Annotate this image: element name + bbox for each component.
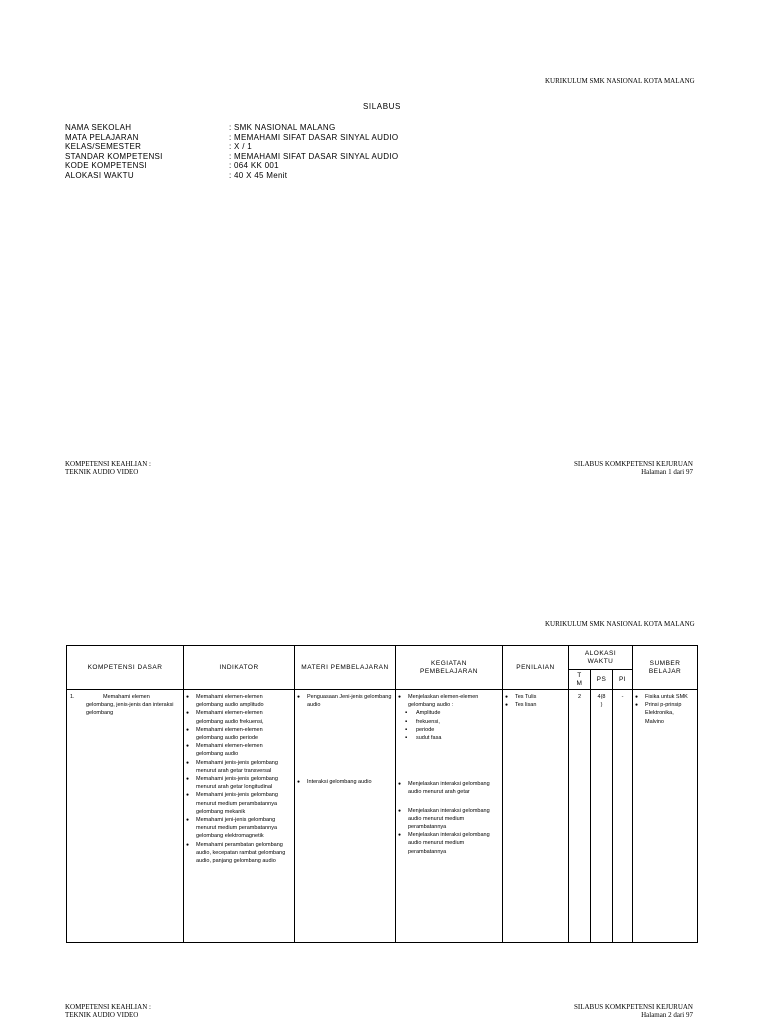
kegiatan-subitem: ▪ sudut fasa bbox=[396, 734, 499, 742]
col-indikator: INDIKATOR bbox=[184, 646, 295, 690]
indikator-item: ● Memahami elemen-elemen gelombang audio bbox=[184, 742, 291, 758]
cell-materi bbox=[295, 690, 396, 943]
page1-footer-right bbox=[520, 460, 693, 476]
sumber-item: ● Fisika untuk SMK bbox=[633, 693, 694, 701]
kompetensi-text: Memahami elemen bbox=[103, 694, 150, 700]
tm-value: 2 bbox=[577, 694, 582, 700]
indikator-item: ● Memahami elemen-elemen gelombang audio amplitudo bbox=[184, 693, 291, 709]
info-label: KELAS/SEMESTER bbox=[65, 142, 142, 151]
indikator-item: ● Memahami perambatan gelombang audio, kecepatan rambat gelombang audio, panjang gelombang audio bbox=[184, 841, 291, 866]
indikator-item: ● Memahami jenis-jenis gelombang menurut medium perambatannya gelombang mekanik bbox=[184, 791, 291, 816]
indikator-item: ● Memahami jenis-jenis gelombang menurut arah getar transversal bbox=[184, 759, 291, 775]
info-row bbox=[65, 161, 398, 171]
page2-footer-left bbox=[65, 1003, 151, 1019]
info-label: NAMA SEKOLAH bbox=[65, 123, 132, 132]
info-row bbox=[65, 171, 398, 181]
header-text: SUMBER bbox=[649, 659, 681, 667]
cell-ps bbox=[591, 690, 613, 943]
page2-header: KURIKULUM SMK NASIONAL KOTA MALANG bbox=[545, 620, 695, 628]
info-value: : X / 1 bbox=[229, 142, 252, 151]
page1-header: KURIKULUM SMK NASIONAL KOTA MALANG bbox=[545, 77, 695, 85]
pi-value: - bbox=[621, 694, 624, 700]
col-ps: PS bbox=[591, 670, 613, 690]
kegiatan-item: ● Menjelaskan elemen-elemen gelombang audio : bbox=[396, 693, 499, 709]
cell-tm bbox=[569, 690, 591, 943]
materi-item: ● Penguasaan Jeni-jenis gelombang audio bbox=[295, 693, 392, 709]
info-row bbox=[65, 123, 398, 133]
table-header-row bbox=[67, 646, 698, 670]
info-label: ALOKASI WAKTU bbox=[65, 170, 134, 180]
info-label: MATA PELAJARAN bbox=[65, 132, 139, 142]
kegiatan-subitem: ▪ Amplitude bbox=[396, 709, 499, 717]
footer-text: TEKNIK AUDIO VIDEO bbox=[65, 468, 139, 476]
cell-penilaian bbox=[503, 690, 569, 943]
sumber-item: ● Prinsi p-prinsip Elektronika, Malvino bbox=[633, 701, 694, 726]
page1-title: SILABUS bbox=[363, 102, 401, 111]
page-number: Halaman 2 dari 97 bbox=[641, 1011, 693, 1019]
syllabus-info bbox=[65, 123, 398, 180]
header-text: ALOKASI bbox=[584, 649, 617, 657]
page2-footer-right bbox=[520, 1003, 693, 1019]
footer-text: KOMPETENSI KEAHLIAN : bbox=[65, 1003, 151, 1011]
page-number: Halaman 1 dari 97 bbox=[641, 468, 693, 476]
footer-text: SILABUS KOMKPETENSI KEJURUAN bbox=[573, 460, 693, 468]
col-pi: PI bbox=[613, 670, 633, 690]
info-value: : 40 X 45 Menit bbox=[229, 170, 288, 180]
syllabus-table bbox=[66, 645, 698, 943]
cell-indikator bbox=[184, 690, 295, 943]
col-alokasi-waktu bbox=[569, 646, 633, 670]
kegiatan-subitem: ▪ periode bbox=[396, 726, 499, 734]
cell-pi bbox=[613, 690, 633, 943]
info-row bbox=[65, 133, 398, 143]
header-text: M bbox=[576, 679, 583, 687]
item-number: 1. bbox=[70, 694, 75, 700]
col-materi: MATERI PEMBELAJARAN bbox=[295, 646, 396, 690]
penilaian-item: ● Tes Tulis bbox=[503, 693, 568, 701]
info-value: : 064 KK 001 bbox=[229, 161, 279, 170]
info-label: STANDAR KOMPETENSI bbox=[65, 151, 163, 161]
table-row bbox=[67, 690, 698, 943]
info-label: KODE KOMPETENSI bbox=[65, 161, 147, 170]
indikator-item: ● Memahami elemen-elemen gelombang audio periode bbox=[184, 726, 291, 742]
info-value: : MEMAHAMI SIFAT DASAR SINYAL AUDIO bbox=[229, 132, 399, 142]
header-text: KEGIATAN bbox=[431, 659, 467, 667]
col-kegiatan bbox=[396, 646, 503, 690]
footer-text: SILABUS KOMKPETENSI KEJURUAN bbox=[573, 1003, 693, 1011]
indikator-item: ● Memahami jeni-jenis gelombang menurut medium perambatannya gelombang elektromagnetik bbox=[184, 816, 291, 841]
ps-value: ) bbox=[600, 702, 603, 709]
page1-footer-left bbox=[65, 460, 151, 476]
info-value: : MEMAHAMI SIFAT DASAR SINYAL AUDIO bbox=[229, 151, 399, 161]
col-kompetensi-dasar: KOMPETENSI DASAR bbox=[67, 646, 184, 690]
kegiatan-subitem: ▪ frekuensi, bbox=[396, 718, 499, 726]
col-penilaian: PENILAIAN bbox=[503, 646, 569, 690]
footer-text: TEKNIK AUDIO VIDEO bbox=[65, 1011, 139, 1019]
penilaian-item: ● Tes lisan bbox=[503, 701, 568, 709]
cell-kegiatan bbox=[396, 690, 503, 943]
header-text: T bbox=[577, 671, 582, 679]
indikator-item: ● Memahami jenis-jenis gelombang menurut arah getar longitudinal bbox=[184, 775, 291, 791]
footer-text: KOMPETENSI KEAHLIAN : bbox=[65, 460, 151, 468]
indikator-item: ● Memahami elemen-elemen gelombang audio frekuensi, bbox=[184, 709, 291, 725]
ps-value: 4(8 bbox=[597, 694, 606, 700]
header-text: BELAJAR bbox=[648, 667, 682, 675]
kegiatan-item: ● Menjelaskan interaksi gelombang audio menurut arah getar bbox=[396, 780, 499, 796]
info-row bbox=[65, 152, 398, 162]
materi-item: ● Interaksi gelombang audio bbox=[295, 778, 392, 786]
cell-sumber bbox=[633, 690, 698, 943]
col-sumber-belajar bbox=[633, 646, 698, 690]
cell-kompetensi-dasar bbox=[67, 690, 184, 943]
kegiatan-item: ● Menjelaskan interaksi gelombang audio menurut medium perambatannya bbox=[396, 807, 499, 832]
kompetensi-item bbox=[67, 693, 183, 701]
col-tm bbox=[569, 670, 591, 690]
info-row bbox=[65, 142, 398, 152]
info-value: : SMK NASIONAL MALANG bbox=[229, 123, 336, 132]
kompetensi-text: gelombang, jenis-jenis dan interaksi gelombang bbox=[86, 702, 174, 717]
header-text: PEMBELAJARAN bbox=[419, 667, 479, 675]
kegiatan-item: ● Menjelaskan interaksi gelombang audio menurut medium perambatannya bbox=[396, 831, 499, 856]
header-text: WAKTU bbox=[587, 657, 614, 665]
